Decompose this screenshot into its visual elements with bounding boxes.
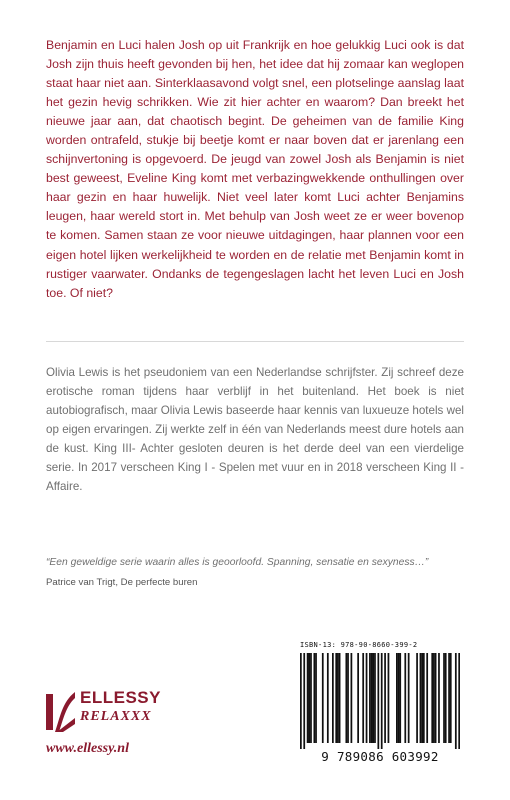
publisher-logo-mark-icon <box>46 688 76 734</box>
publisher-name: ELLESSY <box>80 688 161 707</box>
publisher-imprint: RELAXXX <box>80 709 152 724</box>
barcode-icon <box>300 653 460 749</box>
isbn-label: ISBN-13: 978-90-8660-399-2 <box>300 641 418 649</box>
author-bio: Olivia Lewis is het pseudoniem van een Nederlandse schrijfster. Zij schreef deze erotische roman tijdens haar verblijf in het buitenland. Het boek is niet autobiografisch, maar Olivia Lewis baseerde haar kennis van luxueuze hotels wel op eigen ervaringen. Zij werkte zelf in één van Nederlands meest dure hotels aan de kust. King III- Achter gesloten deuren is het derde deel van een vierdelige serie. In 2017 verscheen King I - Spelen met vuur en in 2018 verscheen King II - Affaire. <box>46 366 464 494</box>
publisher-website: www.ellessy.nl <box>46 741 129 756</box>
review-quote-source: Patrice van Trigt, De perfecte buren <box>46 577 198 588</box>
section-divider <box>46 341 464 342</box>
book-blurb: Benjamin en Luci halen Josh op uit Frankrijk en hoe gelukkig Luci ook is dat Josh zijn thuis heeft gevonden bij hen, het idee dat hij zomaar kan weglopen staat haar niet aan. Sinterklaasavond volgt snel, een plotselinge aanslag laat het gezin hevig schrikken. Wie zit hier achter en waarom? Dan breekt het nieuwe jaar aan, dat chaotisch begint. De geheimen van de familie King worden ontrafeld, stukje bij beetje komt er naar boven dat er jarenlang een schijnvertoning is opgevoerd. De jeugd van zowel Josh als Benjamin is niet best geweest, Eveline King komt met verbazingwekkende onthullingen over haar gezin en haar huwelijk. Niet veel later komt Luci achter Benjamins leugen, haar wereld stort in. Met behulp van Josh weet ze er weer bovenop te komen. Samen staan ze voor nieuwe uitdagingen, haar plannen voor een eigen hotel lijken werkelijkheid te worden en de relatie met Benjamin komt in rustiger vaarwater. Ondanks de tegengeslagen lacht het leven Luci en Josh toe. Of niet? <box>46 38 464 300</box>
ean-digits: 9 789086 603992 <box>321 749 439 764</box>
isbn-barcode-block <box>296 641 464 768</box>
review-quote: “Een geweldige serie waarin alles is geoorloofd. Spanning, sensatie en sexyness…” <box>46 557 429 568</box>
publisher-logo <box>46 686 226 736</box>
